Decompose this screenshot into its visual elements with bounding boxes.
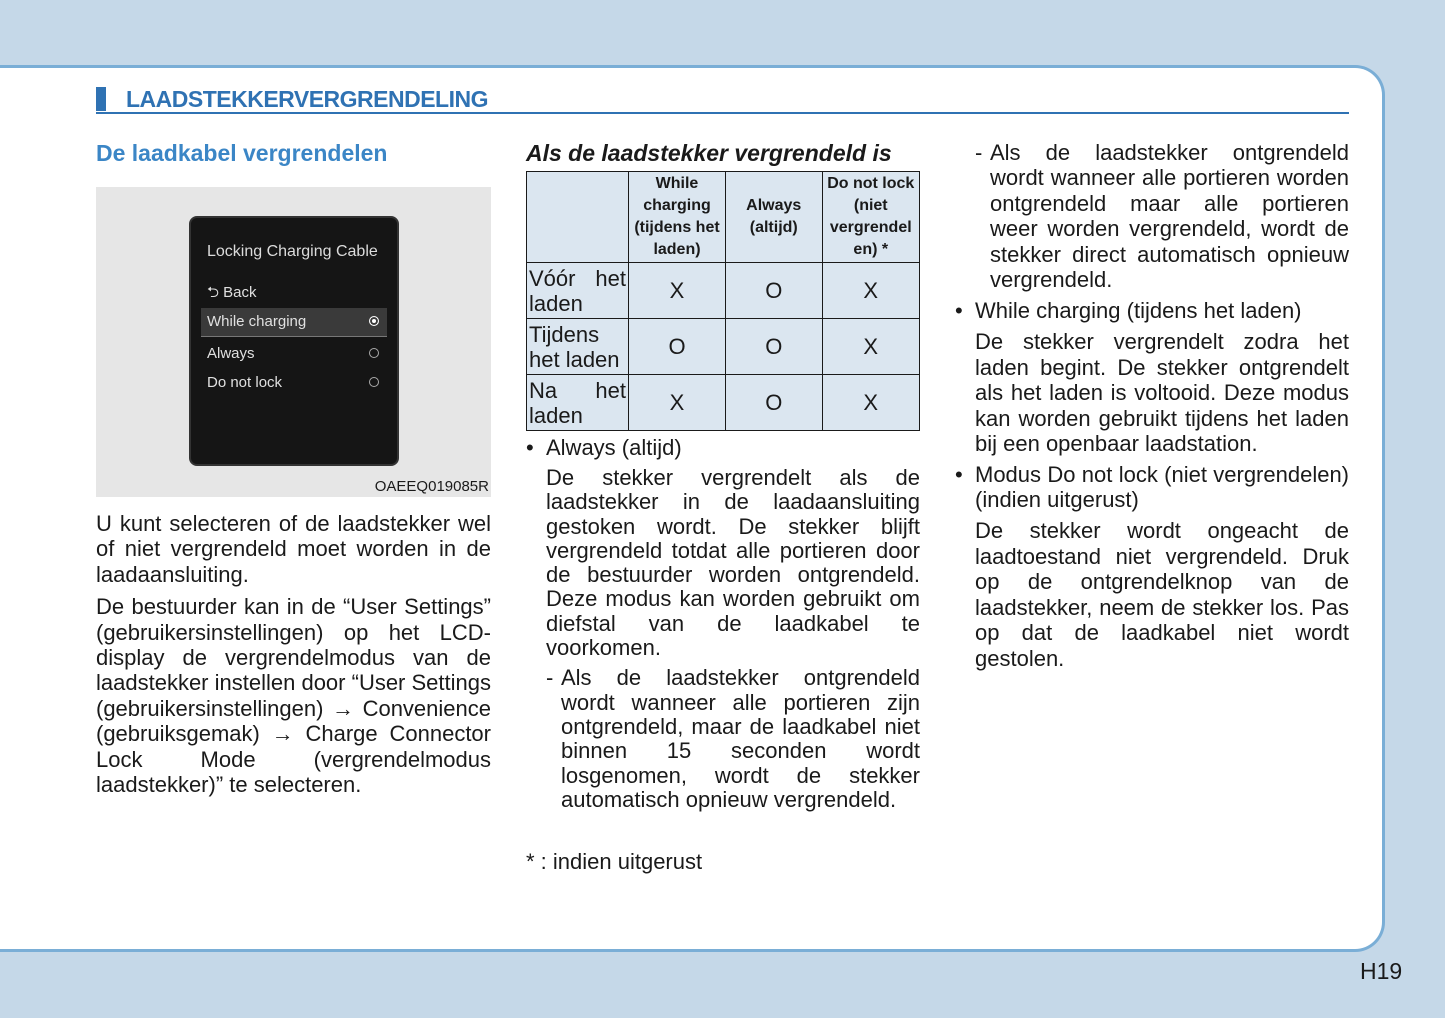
- col1-heading: De laadkabel vergrendelen: [96, 140, 388, 166]
- always-dash-item: - Als de laadstekker ontgrendeld wordt wanneer alle portieren zijn ontgrendeld, maar de laadkabel niet binnen 15 seconden wordt losgenomen, wordt de stekker automatisch opnieuw vergrendeld.: [546, 666, 920, 812]
- radio-selected-icon: [369, 316, 379, 326]
- radio-icon: [369, 377, 379, 387]
- screen-option-do-not-lock: [201, 369, 387, 397]
- screen-option-while-charging: [201, 308, 387, 337]
- table-cell: X: [822, 375, 919, 431]
- table-header-row: [527, 172, 920, 263]
- col1-paragraph-2: De bestuurder kan in de “User Settings” (gebruikersinstellingen) op het LCD-display de vergrendelmodus van de laadstekker instellen door “User Settings (gebruikersinstellingen) → Convenience (gebruiksgemak) → Charge Connector Lock Mode (vergrendelmodus laadstekker)” te selecteren.: [96, 594, 491, 798]
- table-cell: O: [725, 263, 822, 319]
- page-number: H19: [1360, 958, 1403, 984]
- col1-paragraph-1: U kunt selecteren of de laadstekker wel of niet vergrendeld moet worden in de laadaansluiting.: [96, 511, 491, 587]
- screen-back: ⮌ Back: [207, 284, 257, 301]
- table-cell: X: [822, 263, 919, 319]
- option-label: Do not lock: [207, 374, 283, 391]
- section-title: [96, 86, 1349, 114]
- column-2: [526, 140, 920, 875]
- header-always: Always (altijd): [725, 172, 822, 263]
- screen-option-always: [201, 340, 387, 368]
- always-text: De stekker vergrendelt als de laadstekker in de laadaansluiting gestoken wordt. De stekker blijft vergrendeld totdat alle portieren door de bestuurder worden ontgrendeld. Deze modus kan worden gebruikt om diefstal van de laadkabel te voorkomen.: [546, 465, 920, 661]
- radio-icon: [369, 348, 379, 358]
- column-1: [96, 140, 491, 797]
- row-label: Vóór het laden: [527, 263, 629, 319]
- title-bar: [96, 87, 106, 111]
- option-label: Always: [207, 345, 255, 362]
- row-label: Na het laden: [527, 375, 629, 431]
- table-cell: X: [629, 375, 726, 431]
- table-cell: O: [725, 319, 822, 375]
- bullet-do-not-lock: • Modus Do not lock (niet vergrendelen) (indien uitgerust): [955, 462, 1349, 512]
- table-cell: O: [629, 319, 726, 375]
- section-title-text: LAADSTEKKERVERGRENDELING: [126, 86, 488, 112]
- bullet-always: • Always (altijd): [526, 435, 920, 460]
- col2-heading: Als de laadstekker vergrendeld is: [526, 140, 892, 166]
- table-cell: X: [629, 263, 726, 319]
- lcd-screen: [189, 216, 399, 466]
- table-row: [527, 263, 920, 319]
- do-not-lock-text: De stekker wordt ongeacht de laadtoestand niet vergrendeld. Druk op de ontgrendelknop van de laadstekker, neem de stekker los. Pas op dat de laadkabel niet wordt gestolen.: [975, 518, 1349, 671]
- table-cell: O: [725, 375, 822, 431]
- while-charging-text: De stekker vergrendelt zodra het laden begint. De stekker ontgrendelt als het laden is voltooid. Deze modus kan worden gebruikt tijdens het laden bij een openbaar laadstation.: [975, 329, 1349, 457]
- table-row: [527, 375, 920, 431]
- lock-mode-table: [526, 171, 920, 431]
- bullet-while-charging: • While charging (tijdens het laden): [955, 298, 1349, 323]
- footnote: * : indien uitgerust: [526, 849, 703, 875]
- row-label: Tijdens het laden: [527, 319, 629, 375]
- col3-dash-item: - Als de laadstekker ontgrendeld wordt wanneer alle portieren worden ontgrendeld maar alle portieren weer worden vergrendeld, wordt de stekker direct automatisch opnieuw vergrendeld.: [975, 140, 1349, 292]
- table-cell: X: [822, 319, 919, 375]
- header-do-not-lock: Do not lock (niet vergrendel en) *: [822, 172, 919, 263]
- image-code: OAEEQ019085R: [374, 478, 489, 495]
- column-3: [955, 140, 1349, 671]
- screen-title: Locking Charging Cable: [207, 243, 378, 260]
- option-label: While charging: [207, 313, 307, 330]
- lcd-figure: [96, 187, 491, 497]
- header-while-charging: While charging (tijdens het laden): [629, 172, 726, 263]
- table-corner: [527, 172, 629, 263]
- table-row: [527, 319, 920, 375]
